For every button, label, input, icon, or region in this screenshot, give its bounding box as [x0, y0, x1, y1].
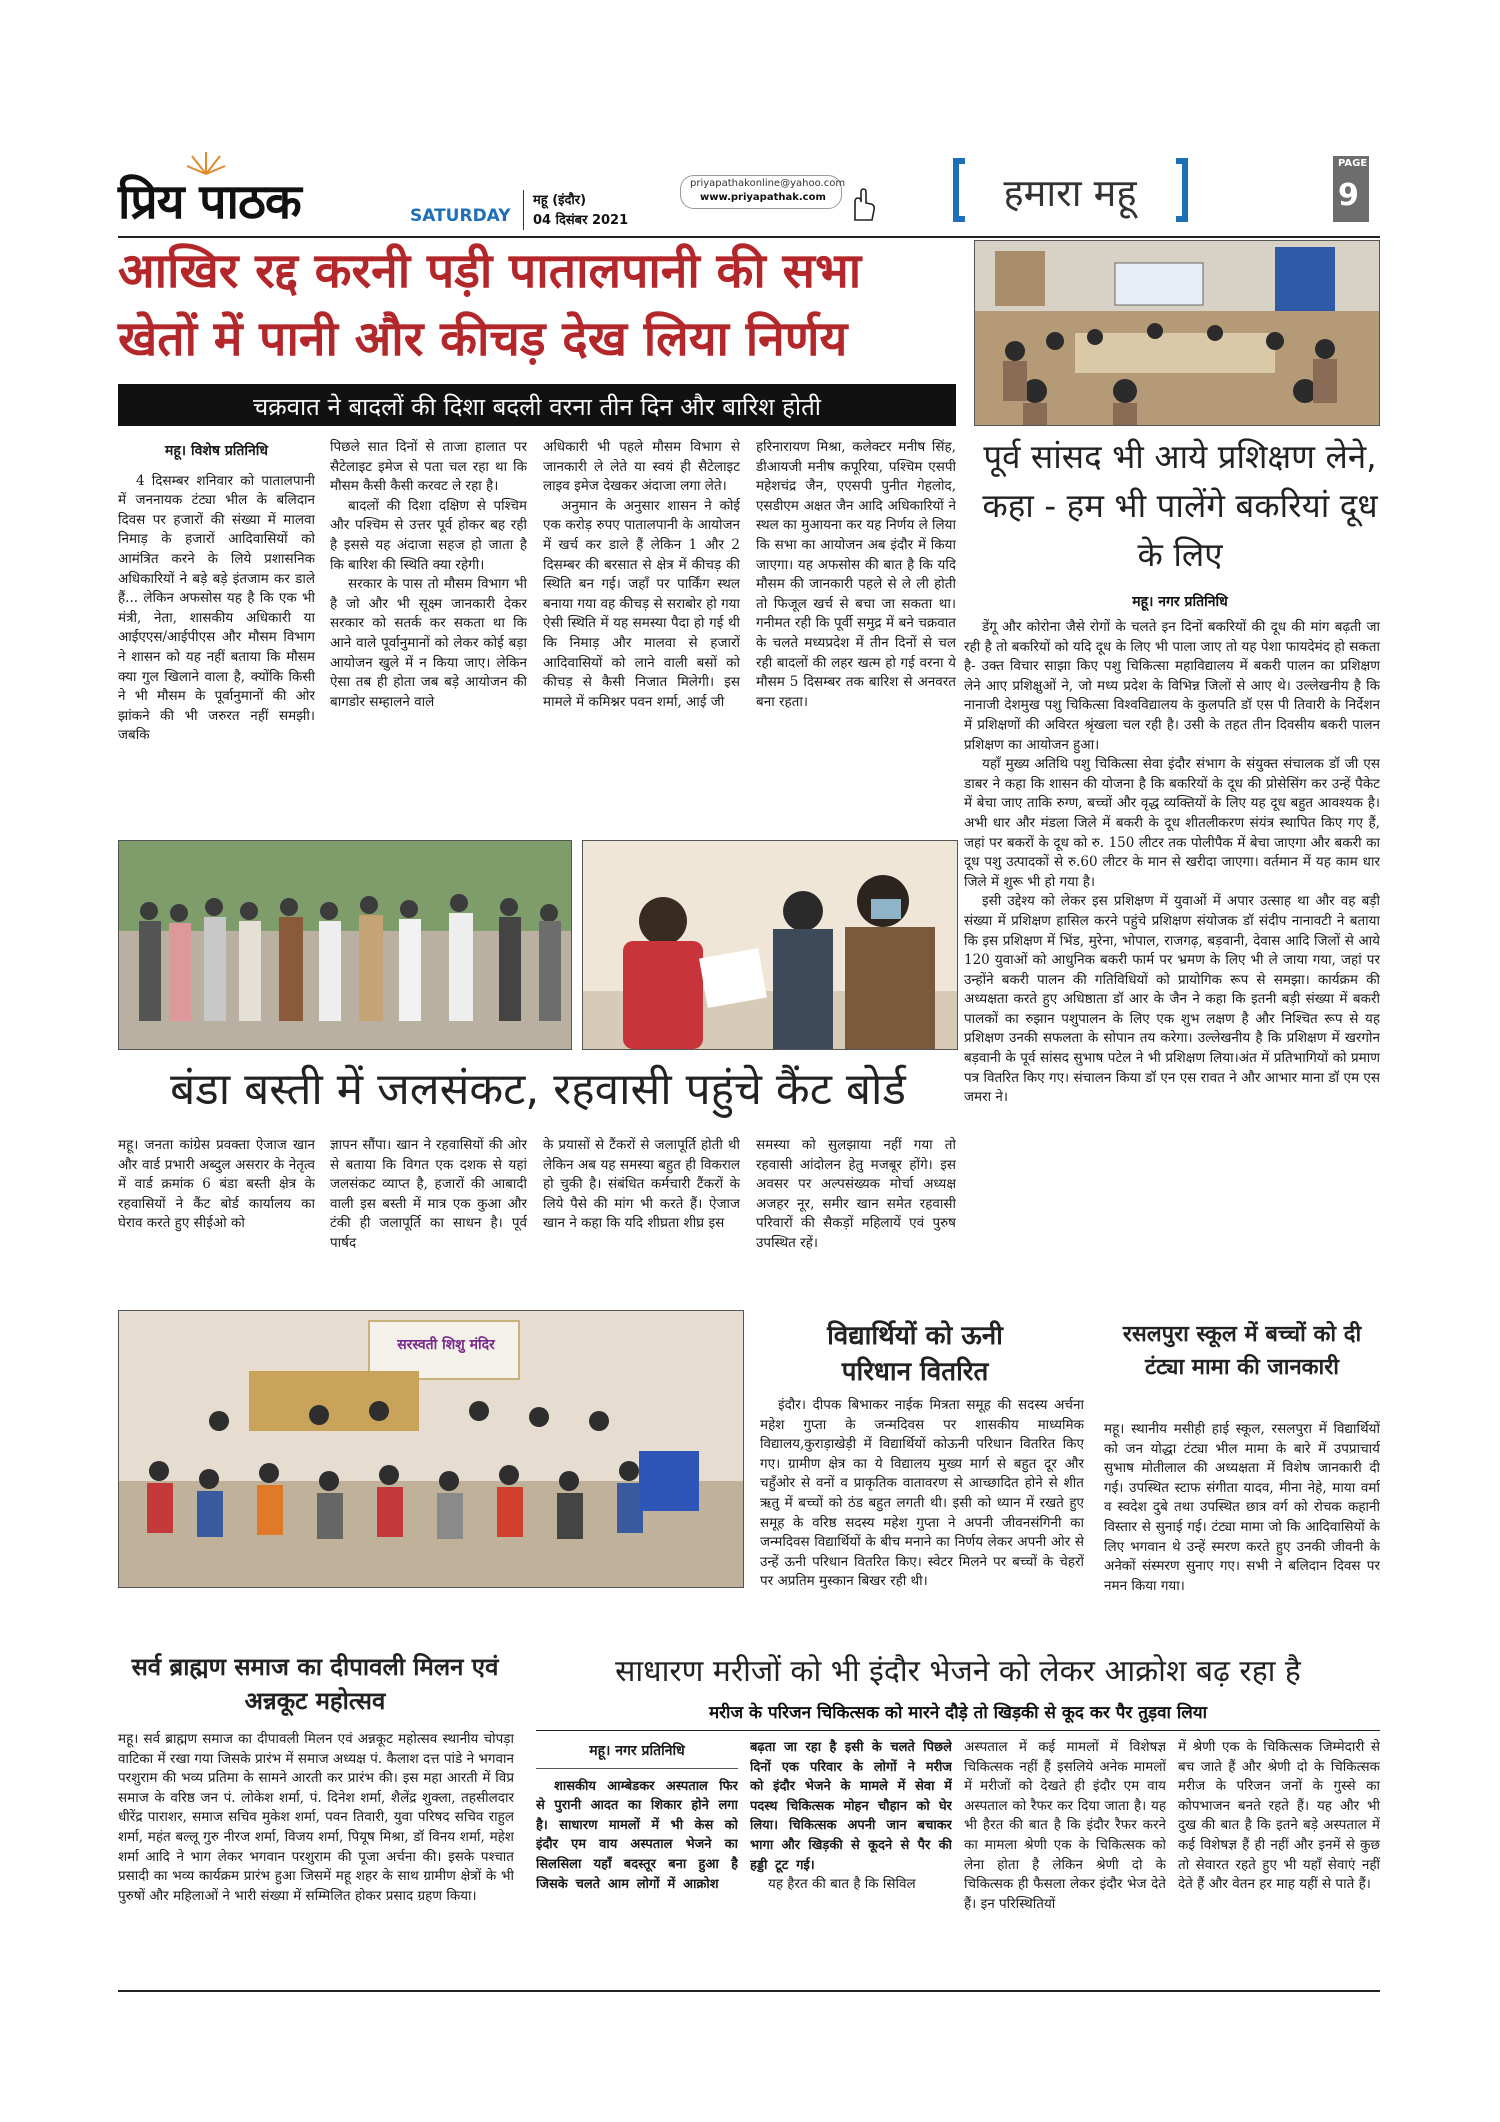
- story1-col2-para2: बादलों की दिशा दक्षिण से पश्चिम और पश्चिम से उत्तर पूर्व होकर बह रही है इससे यह अंदाजा सहज हो जाता है कि बारिश की स्थिति क्या रहेगी।: [330, 497, 527, 573]
- masthead-logo: प्रिय पाठक: [118, 174, 301, 230]
- residents-protest-photo: [118, 840, 572, 1050]
- story2-body: [964, 618, 1380, 1274]
- story1-subhead: चक्रवात ने बादलों की दिशा बदली वरना तीन दिन और बारिश होती: [252, 393, 822, 421]
- story6-headline: सर्व ब्राह्मण समाज का दीपावली मिलन एवं अन्नकूट महोत्सव: [131, 1653, 499, 1715]
- story1-col4-text: हरिनारायण मिश्रा, कलेक्टर मनीष सिंह, डीआयजी मनीष कपूरिया, पश्चिम एसपी महेशचंद्र जैन, एएसपी पुनीत गेहलोद, एसडीएम अक्षत जैन आदि अधिकारियों ने स्थल का मुआयना कर यह निर्णय ले लिया कि सभा का आयोजन अब इंदौर में किया जाएगा। यह अफसोस की बात है कि यदि मौसम की जानकारी पहले से ले ली होती तो फिजूल खर्च से बचा जा सकता था। गनीमत रही कि पूर्वी समुद्र में बने चक्रवात के चलते मध्यप्रदेश में तीन दिनों से चल रही बादलों की लहर खत्म हो गई वरना ये मौसम 5 दिसम्बर तक बारिश से अनवरत बना रहता।: [756, 439, 956, 710]
- school-children-photo: [118, 1310, 744, 1588]
- masthead-website[interactable]: www.priyapathak.com: [700, 192, 826, 203]
- story1-col3-para1: अधिकारी भी पहले मौसम विभाग से जानकारी ले लेते या स्वयं ही सैटेलाइट लाइव इमेज देखकर अंदाजा लगा लेते।: [543, 439, 740, 495]
- story2-byline: महू। नगर प्रतिनिधि: [1132, 594, 1228, 610]
- story7-col1-text: शासकीय आम्बेडकर अस्पताल फिर से पुरानी आदत का शिकार होने लगा है। साधारण मामलों में भी केस को इंदौर एम वाय अस्पताल भेजने का सिलसिला यहाँ बदस्तूर बना हुआ है जिसके चलते आम लोगों में आक्रोश: [536, 1778, 738, 1892]
- story2-para3: इसी उद्देश्य को लेकर इस प्रशिक्षण में युवाओं में अपार उत्साह था और वह बड़ी संख्या में प्रशिक्षण हासिल करने पहुंचे प्रशिक्षण संयोजक डॉ संदीप नानावटी ने बताया कि इस प्रशिक्षण में भिंड, मुरेना, भोपाल, राजगढ़, बड़वानी, देवास आदि जिलों से आये 120 युवाओं को आधुनिक बकरी फार्म पर भ्रमण के लिए भी ले जाया गया, जहां पर उन्होंने बकरी पालन की गतिविधियों को प्रायोगिक रूप से समझा। कार्यक्रम की अध्यक्षता करते हुए अधिष्ठाता डॉ आर के जैन ने कहा कि इतनी बड़ी संख्या में बकरी पालकों का रुझान पशुपालन के लिए एक शुभ लक्षण है और निश्चित रूप से यह प्रशिक्षण उनकी सफलता के सोपान तय करेगा। उल्लेखनीय है कि प्रशिक्षण में खरगोन बड़वानी के पूर्व सांसद सुभाष पटेल ने भी प्रशिक्षण लिया।अंत में प्रतिभागियों को प्रमाण पत्र वितरित किए गए। संचालन किया डॉ एन एस रावत ने और आभार माना डॉ एम एस जमरा ने।: [964, 893, 1380, 1106]
- page-label: PAGE: [1338, 158, 1368, 169]
- story3-column-4: [756, 1136, 956, 1296]
- story7-col2-para1: बढ़ता जा रहा है इसी के चलते पिछले दिनों एक परिवार के लोगों ने मरीज को इंदौर भेजने के मामले में सेवा में पदस्थ चिकित्सक मोहन चौहान को घेर लिया। चिकित्सक अपनी जान बचाकर भागा और खिड़की से कूदने से पैर की हड्डी टूट गई।: [750, 1740, 952, 1873]
- story7-byline: महू। नगर प्रतिनिधि: [536, 1742, 738, 1769]
- story1-byline: महू। विशेष प्रतिनिधि: [164, 443, 269, 459]
- section-title: हमारा महू: [1003, 171, 1137, 215]
- masthead-rule: [118, 236, 1380, 238]
- footer-rule: [118, 1990, 1380, 1992]
- story2-para2: यहाँ मुख्य अतिथि पशु चिकित्सा सेवा इंदौर संभाग के संयुक्त संचालक डॉ जी एस डाबर ने कहा कि शासन की योजना है कि बकरियों के दूध की प्रोसेसिंग कर उन्हें पैकेट में बेचा जाए ताकि रुग्ण, बच्चों और वृद्ध व्यक्तियों के लिए यह दूध बहुत आवश्यक है। अभी धार और मंडला जिले में बकरी के दूध शीतलीकरण संयंत्र स्थापित किए गए हैं, जहां पर बकरों के दूध को रु. 150 लीटर तक पोलीपैक में बेचा जाएगा और बकरी का दूध पशु उत्पादकों से रु.60 लीटर के मान से खरीदा जाएगा। वर्तमान में यह काम धार जिले में शुरू भी हो गया है।: [964, 756, 1380, 890]
- story7-column-2: [750, 1738, 952, 1984]
- training-meeting-photo: [974, 240, 1380, 426]
- story7-subhead: मरीज के परिजन चिकित्सक को मारने दौड़े तो खिड़की से कूद कर पैर तुड़वा लिया: [708, 1703, 1208, 1723]
- pointing-hand-icon: [845, 186, 877, 222]
- story1-column-2: [330, 438, 527, 834]
- story5-text: महू। स्थानीय मसीही हाई स्कूल, रसलपुरा में विद्यार्थियों को जन योद्धा टंट्या भील मामा के बारे में उपप्राचार्य सुभाष मोतीलाल की अध्यक्षता में विशेष जानकारी दी गई। उपस्थित स्टाफ संगीता यादव, मीना नेहे, माया वर्मा व स्वदेश दुबे तथा उपस्थित छात्र वर्ग को रोचक कहानी विस्तार से सुनाई गई। टंट्या मामा जो कि आदिवासियों के लिए भगवान थे उन्हें स्मरण करते हुए उनकी जीवनी के अनेकों संस्मरण सुनाए गए। सभी ने बलिदान दिवस पर नमन किया गया।: [1104, 1421, 1380, 1594]
- story3-column-3: [543, 1136, 740, 1296]
- story1-col3-para2: अनुमान के अनुसार शासन ने कोई एक करोड़ रुपए पातालपानी के आयोजन में खर्च कर डाले हैं लेकिन 1 और 2 दिसम्बर की बरसात से क्षेत्र में कीचड़ की स्थिति बन गई। जहाँ पर पार्किंग स्थल बनाया गया वह कीचड़ से सराबोर हो गया ऐसी स्थिति में यह समस्या पैदा हो गई थी कि निमाड़ और मालवा से हजारों आदिवासियों को लाने वाली बसों को कीचड़ से कैसी निजात मिलेगी। इस मामले में कमिश्नर पवन शर्मा, आई जी: [543, 497, 740, 710]
- story7-column-4: [1178, 1738, 1380, 1984]
- story1-headline-line2: खेतों में पानी और कीचड़ देख लिया निर्णय: [118, 311, 848, 367]
- story7-column-3: [964, 1738, 1166, 1984]
- story6-text: महू। सर्व ब्राह्मण समाज का दीपावली मिलन एवं अन्नकूट महोत्सव स्थानीय चोपड़ा वाटिका में रखा गया जिसके प्रारंभ में समाज अध्यक्ष पं. कैलाश दत्त पांडे ने भगवान परशुराम की भव्य प्रतिमा के सामने आरती कर प्रारंभ की। इस महा आरती में विप्र समाज के वरिष्ठ जन पं. लोकेश शर्मा, पं. दिनेश शर्मा, शैलेंद्र शुक्ला, तहसीलदार धीरेंद्र पाराशर, समाज सचिव मुकेश शर्मा, पवन तिवारी, युवा परिषद सचिव राहुल शर्मा, महंत बल्लू गुरु नीरज शर्मा, विजय शर्मा, पियूष मिश्रा, डॉ विनय शर्मा, महेश शर्मा आदि ने भाग लेकर भगवान परशुराम की पूजा अर्चना की। इसके पश्चात प्रसादी का भव्य कार्यक्रम प्रारंभ हुआ जिसमें महू शहर के साथ ग्रामीण क्षेत्रों के भी पुरुषों और महिलाओं ने भारी संख्या में सम्मिलित होकर प्रसाद ग्रहण किया।: [118, 1731, 514, 1904]
- story3-headline: बंडा बस्ती में जलसंकट, रहवासी पहुंचे कैंट बोर्ड: [170, 1064, 906, 1115]
- story3-col2-text: ज्ञापन सौंपा। खान ने रहवासियों की ओर से बताया कि विगत एक दशक से यहां जलसंकट व्याप्त है, हजारों की आबादी वाली इस बस्ती में मात्र एक कुआ और टंकी ही जलापूर्ति का साधन है। पूर्व पार्षद: [330, 1137, 527, 1251]
- story7-headline: साधारण मरीजों को भी इंदौर भेजने को लेकर आक्रोश बढ़ रहा है: [615, 1654, 1301, 1689]
- story4-text: इंदौर। दीपक बिभाकर नाईक मित्रता समूह की सदस्य अर्चना महेश गुप्ता के जन्मदिवस पर शासकीय माध्यमिक विद्यालय,कुराड़ाखेड़ी में विद्यार्थियों कोऊनी परिधान वितरित किए गए। ग्रामीण क्षेत्र का ये विद्यालय मुख्य मार्ग से बहुत दूर और चहुँओर से वनों व प्राकृतिक वातावरण से आच्छादित होने से शीत ऋतु में बच्चों को ठंड बहुत लगती थी। इसी को ध्यान में रखते हुए समूह के वरिष्ठ सदस्य महेश गुप्ता ने अपनी जीवनसंगिनी का जन्मदिवस विद्यार्थियों के बीच मनाने का निर्णय लेकर अपनी ओर से उन्हें ऊनी परिधान वितरित किए। स्वेटर मिलने पर बच्चों के चेहरों पर अप्रतिम मुस्कान बिखर रही थी।: [760, 1397, 1084, 1590]
- story1-headline-line1: आखिर रद्द करनी पड़ी पातालपानी की सभा: [118, 243, 862, 299]
- story7-rule: [536, 1730, 1380, 1731]
- story3-col4-text: समस्या को सुलझाया नहीं गया तो रहवासी आंदोलन हेतु मजबूर होंगे। इस अवसर पर अल्पसंख्यक मोर्चा अध्यक्ष अजहर नूर, समीर खान समेत रहवासी परिवारों की सैकड़ों महिलायें एवं पुरुष उपस्थित रहें।: [756, 1137, 956, 1251]
- masthead-day: SATURDAY: [410, 206, 511, 226]
- story3-col3-text: के प्रयासों से टैंकरों से जलापूर्ति होती थी लेकिन अब यह समस्या बहुत ही विकराल हो चुकी है। संबंधित कर्मचारी टैंकरों के लिये पैसे की मांग भी करते हैं। ऐजाज खान ने कहा कि यदि शीघ्रता शीघ्र इस: [543, 1137, 740, 1232]
- story4-body: [760, 1396, 1084, 1638]
- story1-col2-para1: पिछले सात दिनों से ताजा हालात पर सैटेलाइट इमेज से पता चल रहा था कि मौसम कैसी कैसी करवट ले रहा है।: [330, 439, 527, 495]
- story4-headline: विद्यार्थियों को ऊनी परिधान वितरित: [827, 1321, 1003, 1387]
- story1-column-4: [756, 438, 956, 834]
- story5-body: [1104, 1420, 1380, 1638]
- story2-para1: डेंगू और कोरोना जैसे रोगों के चलते इन दिनों बकरियों की दूध की मांग बढ़ती जा रही है तो बकरियों को यदि दूध के लिए भी पाला जाए तो यह पेशा फायदेमंद हो सकता है- उक्त विचार साझा किए पशु चिकित्सा महाविद्यालय में बकरी पालन का प्रशिक्षण लेने आए प्रशिक्षुओं ने, जो मध्य प्रदेश के विभिन्न जिलों से आए थे। उल्लेखनीय है कि नानाजी देशमुख पशु चिकित्सा विश्वविद्यालय के कुलपति डॉ एस पी तिवारी के निर्देशन में प्रशिक्षणों की अविरत श्रृंखला चल रही है। उसी के तहत तीन दिवसीय बकरी पालन प्रशिक्षण का आयोजन हुआ।: [964, 619, 1380, 753]
- memorandum-handover-photo: [582, 840, 958, 1050]
- story7-col4-text: में श्रेणी एक के चिकित्सक जिम्मेदारी से बच जाते हैं और श्रेणी दो के चिकित्सक मरीज के परिजन जनों के गुस्से का कोपभाजन बनते रहते हैं। यह और भी दुख की बात है कि इतने बड़े अस्पताल में कई विशेषज्ञ हैं ही नहीं और इनमें से कुछ तो सेवारत रहते हुए भी यहाँ सेवाएं नहीं देते हैं और वेतन हर माह यहीं से पाते हैं।: [1178, 1739, 1380, 1893]
- story7-col3-text: अस्पताल में कई मामलों में विशेषज्ञ चिकित्सक नहीं हैं इसलिये अनेक मामलों में मरीजों को देखते ही इंदौर एम वाय अस्पताल को रैफर कर दिया जाता है। यह भी हैरत की बात है कि इंदौर रैफर करने का मामला श्रेणी एक के चिकित्सक को लेना होता है लेकिन श्रेणी दो के चिकित्सक ही फैसला लेकर इंदौर भेज देते हैं। इन परिस्थितियों: [964, 1739, 1166, 1912]
- page-number: 9: [1338, 178, 1359, 213]
- section-bracket-right: [1176, 158, 1188, 222]
- masthead-divider: [523, 190, 524, 230]
- story6-body: [118, 1730, 514, 1982]
- story1-column-3: [543, 438, 740, 834]
- school-banner-text: सरस्वती शिशु मंदिर: [397, 1337, 495, 1353]
- masthead-date: 04 दिसंबर 2021: [533, 213, 629, 228]
- story7-column-1: [536, 1738, 738, 1984]
- masthead-email[interactable]: priyapathakonline@yahoo.com: [690, 178, 846, 189]
- story7-col2-para2: यह हैरत की बात है कि सिविल: [768, 1876, 916, 1893]
- story1-col1-text: 4 दिसम्बर शनिवार को पातालपानी में जननायक टंट्या भील के बलिदान दिवस पर हजारों की संख्या में मालवा निमाड़ के हजारों आदिवासियों को आमंत्रित करने के लिये प्रशासनिक अधिकारियों ने बड़े बड़े इंतजाम कर डाले हैं... लेकिन अफसोस यह है कि एक भी मंत्री, नेता, शासकीय अधिकारी या आईएएस/आईपीएस और मौसम विभाग ने शासन को यह नहीं बताया कि मौसम क्या गुल खिलाने वाला है, क्योंकि किसी ने भी मौसम के पूर्वानुमानों की ओर झांकने की भी जरुरत नहीं समझी। जबकि: [118, 472, 315, 744]
- masthead: [0, 150, 1500, 230]
- story3-column-1: [118, 1136, 315, 1296]
- story2-headline: पूर्व सांसद भी आये प्रशिक्षण लेने, कहा - हम भी पालेंगे बकरियां दूध के लिए: [982, 437, 1378, 574]
- story1-column-1: [118, 442, 315, 834]
- masthead-city: महू (इंदौर): [533, 193, 587, 208]
- story5-headline: रसलपुरा स्कूल में बच्चों को दी टंट्या मामा की जानकारी: [1122, 1322, 1362, 1380]
- story1-col2-para3: सरकार के पास तो मौसम विभाग भी है जो और भी सूक्ष्म जानकारी देकर सरकार को सतर्क कर सकता था कि आने वाले पूर्वानुमानों को लेकर कोई बड़ा आयोजन खुले में न किया जाए। लेकिन ऐसा तब ही होता जब बड़े आयोजन की बागडोर सम्हालने वाले: [330, 576, 527, 710]
- section-bracket-left: [953, 158, 965, 222]
- story3-column-2: [330, 1136, 527, 1296]
- story3-col1-text: महू। जनता कांग्रेस प्रवक्ता ऐजाज खान और वार्ड प्रभारी अब्दुल असरार के नेतृत्व में वार्ड क्रमांक 6 बंडा बस्ती क्षेत्र के रहवासियों ने कैंट बोर्ड कार्यालय का घेराव करते हुए सीईओ को: [118, 1137, 315, 1232]
